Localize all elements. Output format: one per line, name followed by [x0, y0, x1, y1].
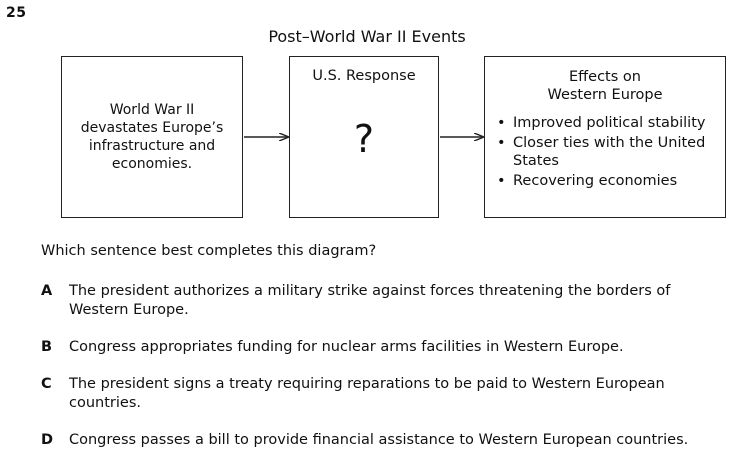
option-text: Congress passes a bill to provide financial assistance to Western European countries. — [69, 432, 689, 448]
effect-item-text: Recovering economies — [513, 173, 678, 189]
bullet-icon: • — [497, 135, 506, 151]
answer-option-d[interactable] — [41, 431, 731, 450]
option-letter: C — [41, 376, 52, 392]
bullet-icon: • — [497, 173, 506, 189]
cause-text: World War II devastates Europe’s infrastructure and economies. — [80, 102, 224, 172]
option-letter: B — [41, 339, 53, 355]
option-letter: A — [41, 283, 53, 299]
option-text: The president authorizes a military strike against forces threatening the borders of Western Europe. — [69, 283, 671, 318]
bullet-icon: • — [497, 115, 506, 131]
option-text: Congress appropriates funding for nuclear arms facilities in Western Europe. — [69, 339, 624, 355]
answer-option-a[interactable] — [41, 282, 731, 320]
effects-heading-line2: Western Europe — [547, 87, 663, 103]
option-text: The president signs a treaty requiring reparations to be paid to Western European countries. — [69, 376, 665, 411]
answer-options — [41, 282, 731, 450]
option-letter: D — [41, 432, 54, 448]
question-prompt: Which sentence best completes this diagram? — [41, 243, 377, 259]
answer-option-b[interactable] — [41, 338, 731, 357]
question-number: 25 — [6, 5, 27, 21]
effects-heading-line1: Effects on — [569, 69, 641, 85]
effect-item-text: Closer ties with the United States — [513, 135, 706, 169]
us-response-heading: U.S. Response — [312, 68, 416, 84]
effect-item-text: Improved political stability — [513, 115, 706, 131]
answer-option-c[interactable] — [41, 375, 731, 413]
diagram-title: Post–World War II Events — [268, 27, 466, 46]
unknown-response-placeholder: ? — [353, 117, 375, 161]
